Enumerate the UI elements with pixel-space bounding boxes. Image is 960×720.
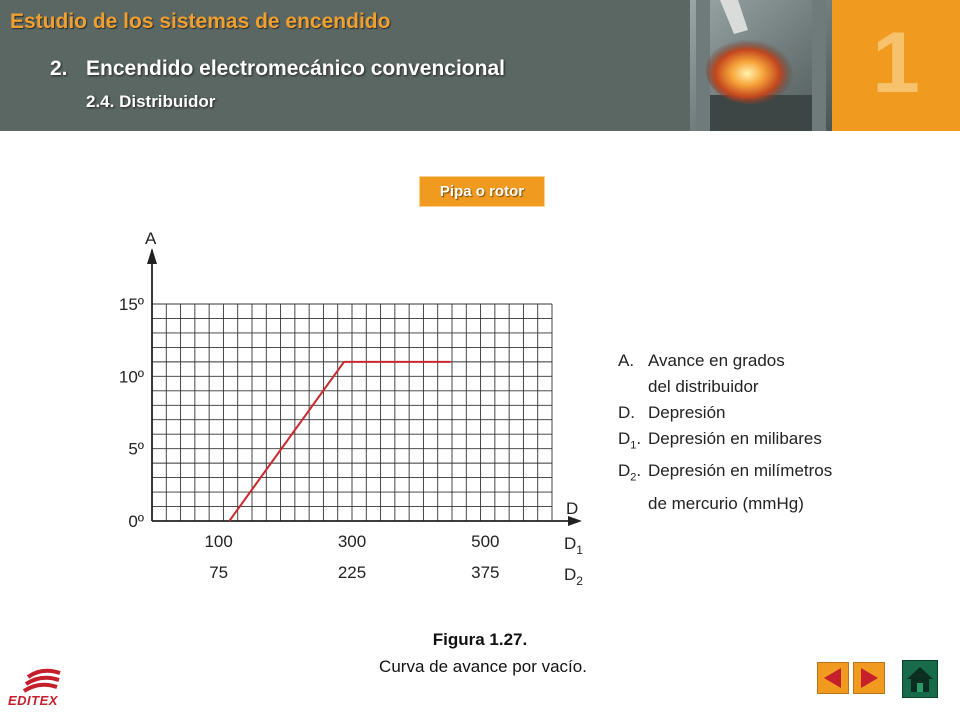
subsection-title: 2.4. Distribuidor	[86, 92, 216, 111]
legend-key: A.	[618, 351, 635, 370]
legend-key	[618, 491, 648, 517]
next-button[interactable]	[853, 662, 885, 694]
legend-text: Avance en grados	[648, 351, 785, 370]
x-row-label: $D_2$	[564, 565, 583, 588]
legend-item	[618, 458, 832, 490]
y-tick-label: 0º	[128, 512, 144, 531]
legend-item	[618, 374, 832, 400]
legend-key: D.	[618, 403, 635, 422]
legend-key: $D_2$.	[618, 461, 642, 484]
chapter-number: 1	[872, 15, 920, 111]
legend-key: $D_1$.	[618, 429, 642, 452]
x-tick-label: 100	[204, 532, 233, 551]
legend-item	[618, 348, 832, 374]
x-tick-label: 75	[209, 563, 229, 582]
previous-button[interactable]	[817, 662, 849, 694]
triangle-left-icon	[818, 663, 848, 693]
chart-legend	[618, 348, 832, 517]
legend-text: de mercurio (mmHg)	[648, 493, 804, 513]
x-tick-label: 500	[471, 532, 500, 551]
x-row-label: $D_1$	[564, 534, 583, 557]
legend-item	[618, 491, 832, 517]
legend-text: Depresión en milibares	[648, 429, 822, 448]
legend-text: Depresión en milímetros	[648, 461, 833, 481]
home-icon	[903, 661, 937, 697]
x-tick-label: 300	[337, 532, 367, 551]
legend-text: Depresión	[648, 403, 726, 422]
section-number: 2.	[50, 57, 68, 80]
x-tick-label: 375	[471, 563, 500, 582]
y-tick-label: 15º	[118, 295, 144, 314]
y-axis-label: A	[145, 229, 157, 248]
section-title: Encendido electromecánico convencional	[86, 57, 505, 80]
figure-caption: Curva de avance por vacío.	[379, 657, 587, 676]
figure-title: Figura 1.27.	[432, 630, 528, 649]
legend-key	[618, 374, 648, 400]
pipa-rotor-button[interactable]: Pipa o rotor	[419, 176, 545, 207]
x-axis-label: D	[566, 499, 579, 518]
home-button[interactable]	[902, 660, 938, 698]
editex-logo-text: EDITEX	[8, 693, 58, 708]
legend-text: del distribuidor	[648, 377, 759, 396]
y-axis-arrow-icon	[147, 248, 157, 264]
y-tick-label: 5º	[128, 439, 144, 459]
header-title: Estudio de los sistemas de encendido	[10, 10, 391, 33]
legend-item	[618, 426, 832, 458]
advance-curve-line	[229, 362, 450, 521]
triangle-right-icon	[854, 663, 884, 693]
y-tick-label: 10º	[118, 367, 144, 387]
x-tick-label: 225	[337, 563, 367, 582]
legend-item	[618, 400, 832, 426]
